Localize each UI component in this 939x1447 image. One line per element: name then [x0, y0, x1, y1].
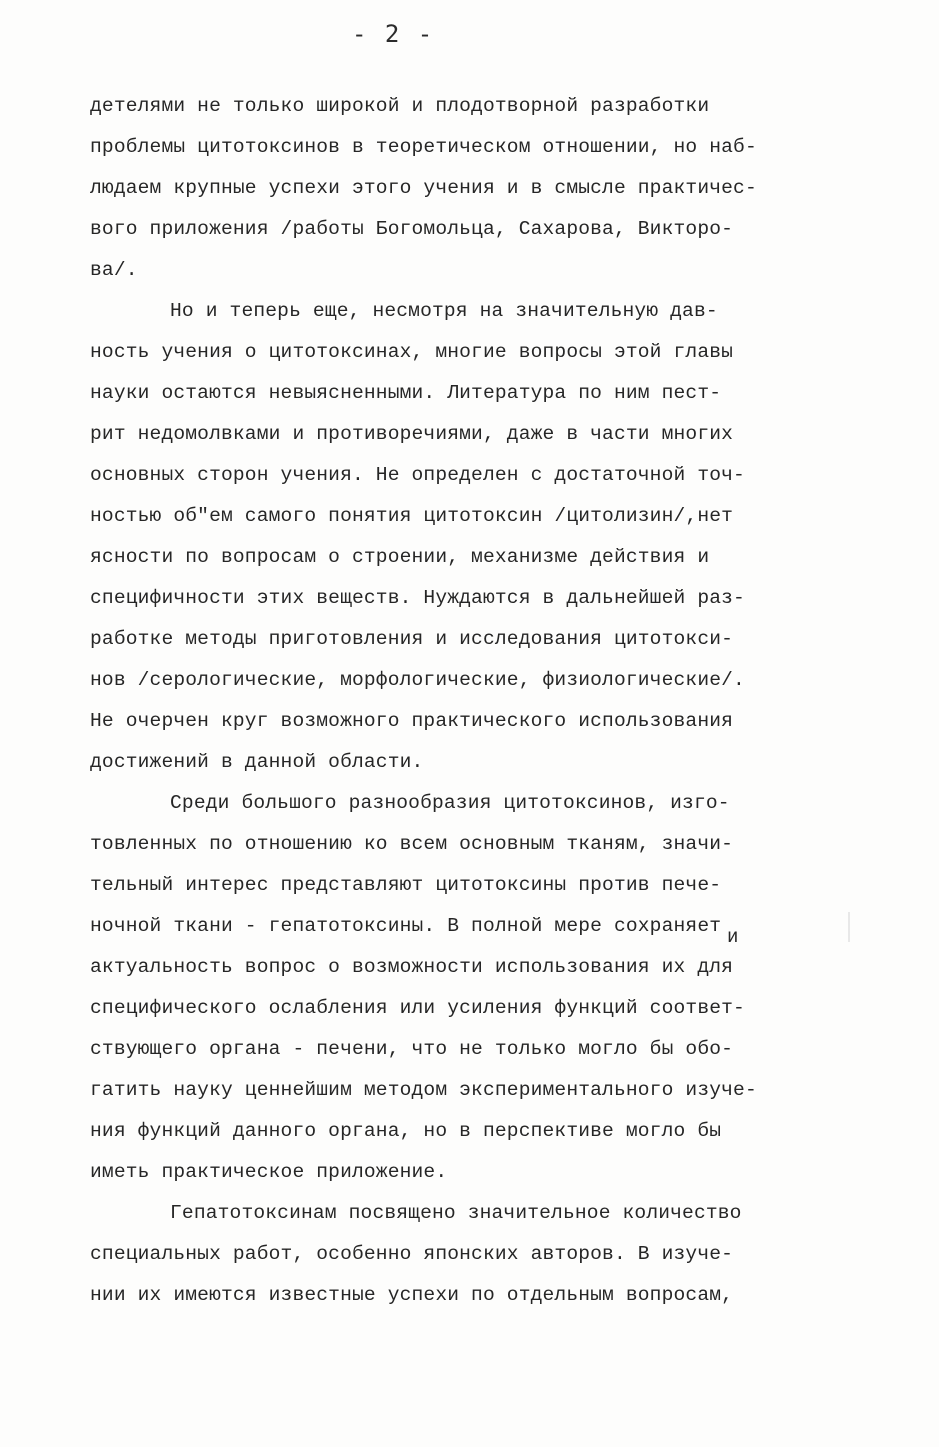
text-line: нов /серологические, морфологические, физиологические/. — [90, 669, 745, 691]
text-line: нии их имеются известные успехи по отдельным вопросам, — [90, 1284, 734, 1306]
text-line: основных сторон учения. Не определен с достаточной точ- — [90, 464, 745, 486]
text-line: ствующего органа - печени, что не только могло бы обо- — [90, 1038, 734, 1060]
text-line: специальных работ, особенно японских авторов. В изуче- — [90, 1243, 734, 1265]
margin-mark — [848, 912, 850, 942]
page-number: - 2 - — [352, 20, 435, 48]
text-line: ность учения о цитотоксинах, многие вопросы этой главы — [90, 341, 734, 363]
text-line: науки остаются невыясненными. Литература по ним пест- — [90, 382, 722, 404]
paragraph-start-line: Среди большого разнообразия цитотоксинов, изго- — [170, 792, 730, 814]
text-line: ностью об"ем самого понятия цитотоксин /цитолизин/,нет — [90, 505, 734, 527]
text-line: детелями не только широкой и плодотворной разработки — [90, 95, 710, 117]
text-line: тельный интерес представляют цитотоксины против пече- — [90, 874, 722, 896]
text-line: достижений в данной области. — [90, 751, 424, 773]
text-line: гатить науку ценнейшим методом экспериментального изуче- — [90, 1079, 757, 1101]
text-line: ясности по вопросам о строении, механизме действия и — [90, 546, 710, 568]
text-line: иметь практическое приложение. — [90, 1161, 448, 1183]
text-line: ва/. — [90, 259, 138, 281]
text-line: людаем крупные успехи этого учения и в смысле практичес- — [90, 177, 757, 199]
text-line: проблемы цитотоксинов в теоретическом отношении, но наб- — [90, 136, 757, 158]
text-line: специфического ослабления или усиления функций соответ- — [90, 997, 745, 1019]
text-line: Не очерчен круг возможного практического использования — [90, 710, 734, 732]
paragraph-start-line: Но и теперь еще, несмотря на значительную дав- — [170, 300, 718, 322]
paragraph-start-line: Гепатотоксинам посвящено значительное количество — [170, 1202, 742, 1224]
text-line: товленных по отношению ко всем основным тканям, значи- — [90, 833, 734, 855]
handwritten-insertion: и — [727, 926, 739, 948]
text-line: работке методы приготовления и исследования цитотокси- — [90, 628, 734, 650]
text-line: вого приложения /работы Богомольца, Сахарова, Викторо- — [90, 218, 734, 240]
text-line: актуальность вопрос о возможности использования их для — [90, 956, 734, 978]
text-line: ночной ткани - гепатотоксины. В полной мере сохраняет — [90, 915, 722, 937]
text-line: специфичности этих веществ. Нуждаются в дальнейшей раз- — [90, 587, 745, 609]
body-text — [90, 86, 870, 1316]
text-line: ния функций данного органа, но в перспективе могло бы — [90, 1120, 722, 1142]
text-line: рит недомолвками и противоречиями, даже в части многих — [90, 423, 734, 445]
